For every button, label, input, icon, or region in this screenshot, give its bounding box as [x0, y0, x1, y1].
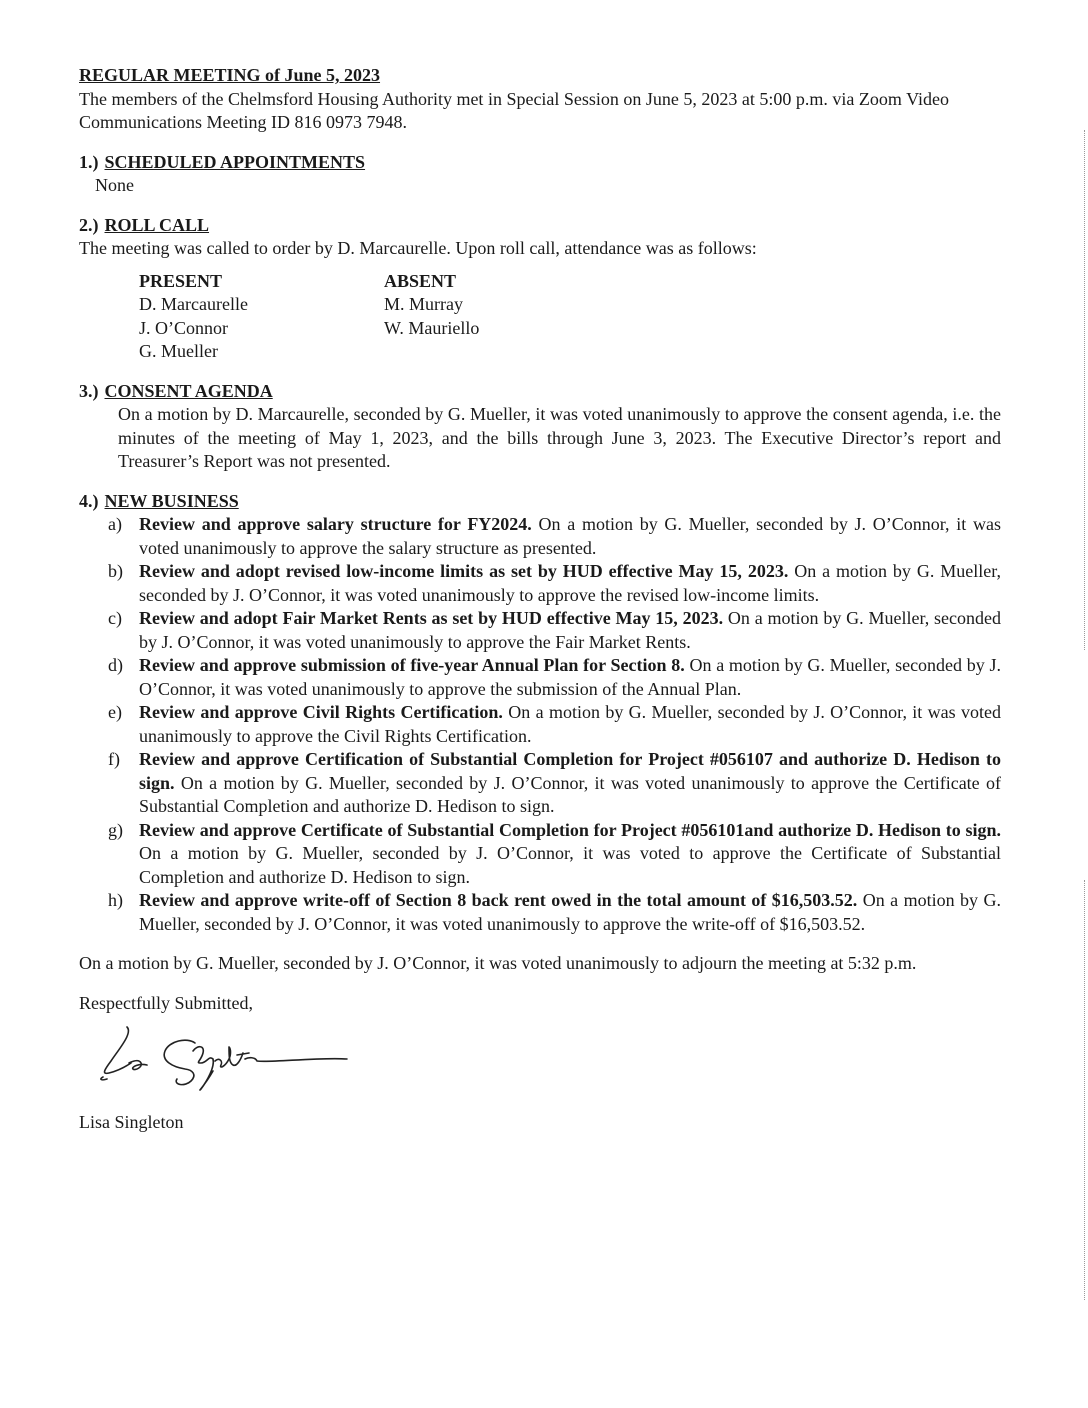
item-letter: c): [108, 608, 122, 628]
consent-body: On a motion by D. Marcaurelle, seconded by G. Mueller, it was voted unanimously to approve the consent agenda, i.e. the minutes of the meeting of May 1, 2023, and the bills through June 3, 2023. The Executive Director’s report and Treasurer’s Report was not presented.: [118, 404, 1001, 471]
list-item: [79, 748, 1001, 819]
list-item: [79, 889, 1001, 936]
present-heading: PRESENT: [139, 270, 223, 291]
item-body: [139, 889, 1001, 936]
item-body: [139, 819, 1001, 890]
item-text: On a motion by G. Mueller, seconded by J. O’Connor, it was voted unanimously to approve the revised low-income limits.: [139, 561, 1001, 605]
absent-member: M. Murray: [384, 294, 463, 314]
scan-edge-mark: [1084, 880, 1086, 1300]
list-item: [79, 701, 1001, 748]
item-body: [139, 560, 1001, 607]
item-text: On a motion by G. Mueller, seconded by J. O’Connor, it was voted unanimously to approve the salary structure as presented.: [139, 514, 1001, 558]
section-new-business-heading: [79, 490, 1001, 514]
list-item: [79, 513, 1001, 560]
item-heading: Review and adopt Fair Market Rents as set by HUD effective May 15, 2023.: [139, 608, 724, 628]
absent-member: W. Mauriello: [384, 317, 480, 338]
list-item: [79, 819, 1001, 890]
item-heading: Review and approve submission of five-year Annual Plan for Section 8.: [139, 655, 685, 675]
item-heading: Review and adopt revised low-income limits as set by HUD effective May 15, 2023.: [139, 561, 789, 581]
list-item: [79, 560, 1001, 607]
section-consent-heading: [79, 380, 1001, 404]
item-text: On a motion by G. Mueller, seconded by J. O’Connor, it was voted unanimously to approve the Certificate of Substantial Completion and authorize D. Hedison to sign.: [139, 772, 1001, 816]
item-body: [139, 701, 1001, 748]
present-member: D. Marcaurelle: [139, 294, 248, 314]
item-body: [139, 748, 1001, 819]
section-label: ROLL CALL: [104, 214, 210, 235]
section-number: 3.): [79, 380, 99, 401]
item-body: [139, 607, 1001, 654]
section-number: 1.): [79, 151, 99, 172]
section-roll-call-heading: [79, 214, 1001, 238]
handwritten-signature: [89, 1019, 1001, 1101]
item-text: On a motion by G. Mueller, seconded by J. O’Connor, it was voted unanimously to approve the submission of the Annual Plan.: [139, 655, 1001, 699]
adjournment-paragraph: On a motion by G. Mueller, seconded by J. O’Connor, it was voted unanimously to adjourn the meeting at 5:32 p.m.: [79, 953, 917, 973]
roll-call-body: The meeting was called to order by D. Marcaurelle. Upon roll call, attendance was as follows:: [79, 238, 757, 258]
item-heading: Review and approve write-off of Section 8 back rent owed in the total amount of $16,503.52.: [139, 890, 858, 910]
item-letter: h): [108, 890, 123, 910]
item-text: On a motion by G. Mueller, seconded by J. O’Connor, it was voted unanimously to approve the Civil Rights Certification.: [139, 702, 1001, 746]
intro-paragraph: The members of the Chelmsford Housing Authority met in Special Session on June 5, 2023 at 5:00 p.m. via Zoom Video Communications Meeting ID 816 0973 7948.: [79, 88, 949, 132]
list-item: [79, 607, 1001, 654]
document-title: REGULAR MEETING of June 5, 2023: [79, 65, 381, 85]
item-text: On a motion by G. Mueller, seconded by J. O’Connor, it was voted unanimously to approve the write-off of $16,503.52.: [139, 890, 1001, 934]
attendance-table: [139, 270, 1001, 364]
absent-column: [384, 270, 629, 364]
section-label: CONSENT AGENDA: [104, 380, 273, 401]
section-number: 2.): [79, 214, 99, 235]
item-letter: f): [108, 749, 120, 769]
item-letter: g): [108, 819, 123, 840]
new-business-list: [79, 513, 1001, 936]
item-body: [139, 654, 1001, 701]
section-label: NEW BUSINESS: [104, 490, 239, 511]
item-heading: Review and approve Certificate of Substantial Completion for Project #056101and authorize D. Hedison to sign.: [139, 819, 1001, 840]
scan-edge-mark: [1084, 130, 1086, 650]
appointments-body: None: [95, 175, 134, 195]
signature-drawing: [89, 1019, 349, 1101]
minutes-body: [79, 64, 1001, 1135]
item-letter: d): [108, 655, 123, 675]
present-member: J. O’Connor: [139, 317, 228, 338]
present-column: [139, 270, 384, 364]
signature-lettering: Lisa Singleton: [89, 1019, 95, 1020]
section-appointments-heading: [79, 151, 1001, 175]
list-item: [79, 654, 1001, 701]
respectfully-submitted: Respectfully Submitted,: [79, 992, 253, 1013]
section-label: SCHEDULED APPOINTMENTS: [104, 151, 366, 172]
item-text: On a motion by G. Mueller, seconded by J. O’Connor, it was voted unanimously to approve the Fair Market Rents.: [139, 608, 1001, 652]
item-letter: e): [108, 702, 122, 722]
present-member: G. Mueller: [139, 341, 218, 361]
item-text: On a motion by G. Mueller, seconded by J. O’Connor, it was voted to approve the Certificate of Substantial Completion and authorize D. Hedison to sign.: [139, 843, 1001, 887]
section-number: 4.): [79, 490, 99, 511]
item-letter: b): [108, 561, 123, 581]
absent-heading: ABSENT: [384, 270, 457, 291]
signer-name: Lisa Singleton: [79, 1112, 184, 1132]
item-heading: Review and approve salary structure for FY2024.: [139, 514, 532, 534]
item-body: [139, 513, 1001, 560]
item-heading: Review and approve Civil Rights Certification.: [139, 702, 503, 722]
item-letter: a): [108, 514, 122, 534]
item-heading: Review and approve Certification of Substantial Completion for Project #056107 and authorize D. Hedison to sign.: [139, 749, 1001, 793]
